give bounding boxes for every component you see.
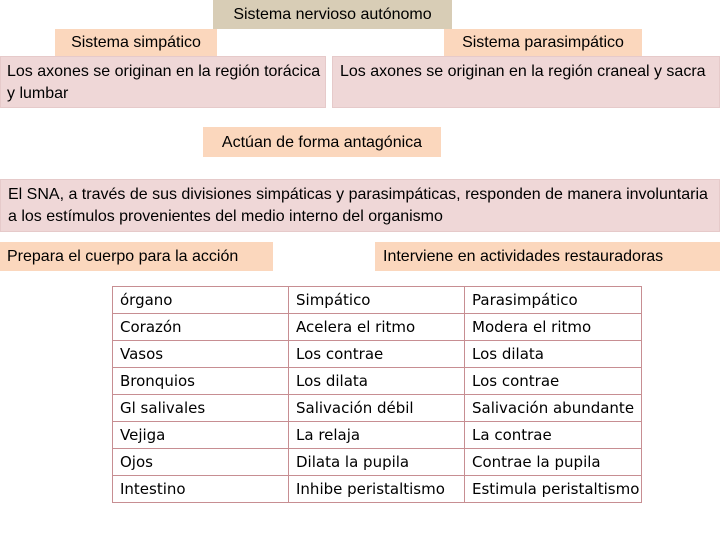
diagram-title: Sistema nervioso autónomo [213, 0, 452, 29]
table-row [113, 341, 642, 368]
organ-comparison-table [112, 286, 642, 503]
parasympathetic-cell: Los contrae [465, 368, 642, 395]
sympathetic-label: Sistema simpático [55, 29, 217, 56]
table-row [113, 368, 642, 395]
parasympathetic-cell: Salivación abundante [465, 395, 642, 422]
sympathetic-cell: Los dilata [289, 368, 465, 395]
organ-cell: Ojos [113, 449, 289, 476]
parasympathetic-cell: Modera el ritmo [465, 314, 642, 341]
table-row [113, 449, 642, 476]
sympathetic-cell: La relaja [289, 422, 465, 449]
header-cell-organ: órgano [113, 287, 289, 314]
parasympathetic-label: Sistema parasimpático [444, 29, 642, 56]
parasympathetic-cell: Estimula peristaltismo [465, 476, 642, 503]
sympathetic-cell: Inhibe peristaltismo [289, 476, 465, 503]
organ-cell: Corazón [113, 314, 289, 341]
parasympathetic-origin-box: Los axones se originan en la región craneal y sacra [332, 56, 720, 108]
parasympathetic-cell: Los dilata [465, 341, 642, 368]
organ-cell: Intestino [113, 476, 289, 503]
table-header-row [113, 287, 642, 314]
sympathetic-cell: Acelera el ritmo [289, 314, 465, 341]
header-cell-parasympathetic: Parasimpático [465, 287, 642, 314]
antagonic-box: Actúan de forma antagónica [203, 127, 441, 157]
table-row [113, 476, 642, 503]
organ-cell: Vasos [113, 341, 289, 368]
organ-cell: Vejiga [113, 422, 289, 449]
header-cell-sympathetic: Simpático [289, 287, 465, 314]
description-box: El SNA, a través de sus divisiones simpáticas y parasimpáticas, responden de manera involuntaria a los estímulos provenientes del medio interno del organismo [0, 179, 720, 232]
parasympathetic-action-box: Interviene en actividades restauradoras [375, 242, 720, 271]
parasympathetic-cell: La contrae [465, 422, 642, 449]
parasympathetic-cell: Contrae la pupila [465, 449, 642, 476]
table-row [113, 314, 642, 341]
table-row [113, 395, 642, 422]
organ-cell: Bronquios [113, 368, 289, 395]
sympathetic-origin-box: Los axones se originan en la región torácica y lumbar [0, 56, 326, 108]
sympathetic-action-box: Prepara el cuerpo para la acción [0, 242, 273, 271]
sympathetic-cell: Los contrae [289, 341, 465, 368]
sympathetic-cell: Salivación débil [289, 395, 465, 422]
organ-cell: Gl salivales [113, 395, 289, 422]
sympathetic-cell: Dilata la pupila [289, 449, 465, 476]
table-row [113, 422, 642, 449]
